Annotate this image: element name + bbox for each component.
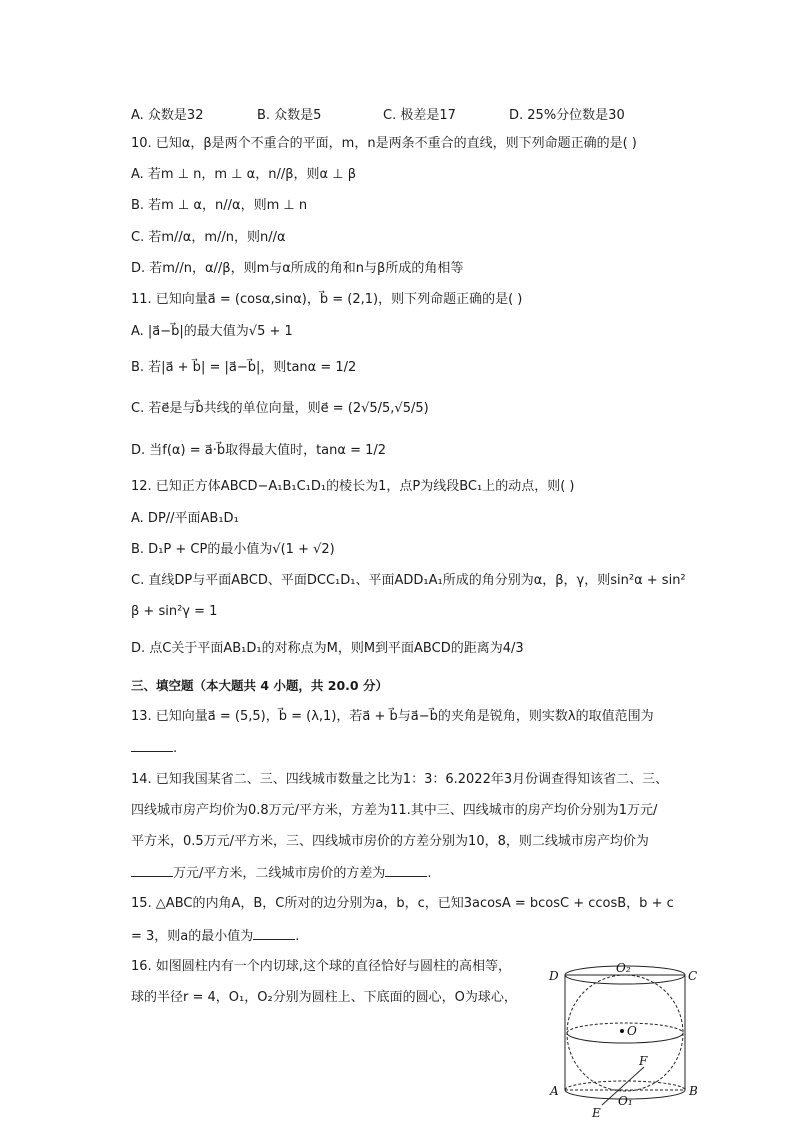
q13-line1: 13. 已知向量a⃗ = (5,5)，b⃗ = (λ,1)，若a⃗ + b⃗与a⃗−b⃗的夹角是锐角，则实数λ的取值范围为 — [131, 709, 654, 724]
answer-blank[interactable] — [385, 864, 427, 877]
q15-line2-start: = 3，则a的最小值为 — [131, 929, 254, 944]
q10-stem: 10. 已知α，β是两个不重合的平面，m，n是两条不重合的直线，则下列命题正确的是( ) — [131, 136, 637, 151]
q11-option-a: A. |a⃗−b⃗|的最大值为√5 + 1 — [131, 324, 293, 339]
label-c: C — [688, 969, 698, 983]
label-a: A — [550, 1084, 559, 1098]
answer-blank[interactable] — [253, 927, 295, 940]
q14-line2: 四线城市房产均价为0.8万元/平方米，方差为11.其中三、四线城市的房产均价分别为1万元/ — [131, 803, 658, 818]
q16-line1: 16. 如图圆柱内有一个内切球,这个球的直径恰好与圆柱的高相等， — [131, 959, 511, 974]
sphere-center-point — [620, 1029, 624, 1033]
q12-option-c-line1: C. 直线DP与平面ABCD、平面DCC₁D₁、平面ADD₁A₁所成的角分别为α，β，γ，则sin²α + sin² — [131, 573, 686, 588]
q14-line4-mid: 万元/平方米，二线城市房价的方差为 — [173, 866, 386, 881]
answer-blank[interactable] — [131, 864, 173, 877]
q14-line4-end: . — [427, 866, 432, 881]
q10-option-a: A. 若m ⊥ n，m ⊥ α，n//β，则α ⊥ β — [131, 167, 356, 182]
q12-option-a: A. DP//平面AB₁D₁ — [131, 511, 239, 526]
q15-line1: 15. △ABC的内角A，B，C所对的边分别为a，b，c，已知3acosA = bcosC + ccosB，b + c — [131, 896, 674, 911]
q14-line1: 14. 已知我国某省二、三、四线城市数量之比为1：3：6.2022年3月份调查得知该省二、三、 — [131, 772, 669, 787]
section-fill-in-heading: 三、填空题（本大题共 4 小题，共 20.0 分） — [131, 678, 388, 693]
q10-option-d: D. 若m//n，α//β，则m与α所成的角和n与β所成的角相等 — [131, 261, 464, 276]
q9-option-c: C. 极差是17 — [383, 108, 456, 123]
bottom-base-back — [565, 1081, 685, 1090]
q11-option-c: C. 若e⃗是与b⃗共线的单位向量，则e⃗ = (2√5/5,√5/5) — [131, 401, 429, 416]
sphere-equator-front — [567, 1033, 683, 1043]
q11-option-d: D. 当f(α) = a⃗·b⃗取得最大值时，tanα = 1/2 — [131, 443, 387, 458]
q9-option-a: A. 众数是32 — [131, 108, 204, 123]
label-o: O — [627, 1024, 637, 1038]
q15-line2-end: . — [295, 929, 300, 944]
q9-option-d: D. 25%分位数是30 — [509, 108, 625, 123]
q12-option-b: B. D₁P + CP的最小值为√(1 + √2) — [131, 542, 335, 557]
q13-line2 — [131, 739, 177, 758]
label-o2: O₂ — [616, 961, 631, 975]
q14-line4 — [131, 864, 432, 883]
label-e: E — [592, 1106, 601, 1120]
q13-line2-end: . — [173, 741, 178, 756]
q11-option-b: B. 若|a⃗ + b⃗| = |a⃗−b⃗|，则tanα = 1/2 — [131, 360, 357, 375]
q9-option-b: B. 众数是5 — [257, 108, 322, 123]
label-o1: O₁ — [618, 1094, 633, 1108]
label-b: B — [689, 1084, 698, 1098]
label-f: F — [639, 1054, 648, 1068]
q14-line3: 平方米，0.5万元/平方米，三、四线城市房价的方差分别为10，8，则二线城市房产均价为 — [131, 834, 649, 849]
sphere-equator-back — [567, 1023, 683, 1033]
q10-option-c: C. 若m//α，m//n，则n//α — [131, 230, 286, 245]
q12-stem: 12. 已知正方体ABCD−A₁B₁C₁D₁的棱长为1，点P为线段BC₁上的动点，则( ) — [131, 479, 575, 494]
q12-option-d: D. 点C关于平面AB₁D₁的对称点为M，则M到平面ABCD的距离为4/3 — [131, 641, 524, 656]
q11-stem: 11. 已知向量a⃗ = (cosα,sinα)，b⃗ = (2,1)，则下列命题正确的是( ) — [131, 292, 523, 307]
label-d: D — [549, 969, 559, 983]
answer-blank[interactable] — [131, 739, 173, 752]
cylinder-sphere-figure — [540, 955, 700, 1120]
q16-line2: 球的半径r = 4，O₁，O₂分别为圆柱上、下底面的圆心，O为球心， — [131, 990, 517, 1005]
inscribed-sphere — [567, 975, 683, 1091]
q10-option-b: B. 若m ⊥ α，n//α，则m ⊥ n — [131, 198, 308, 213]
q12-option-c-line2: β + sin²γ = 1 — [131, 604, 218, 619]
q15-line2 — [131, 927, 299, 946]
